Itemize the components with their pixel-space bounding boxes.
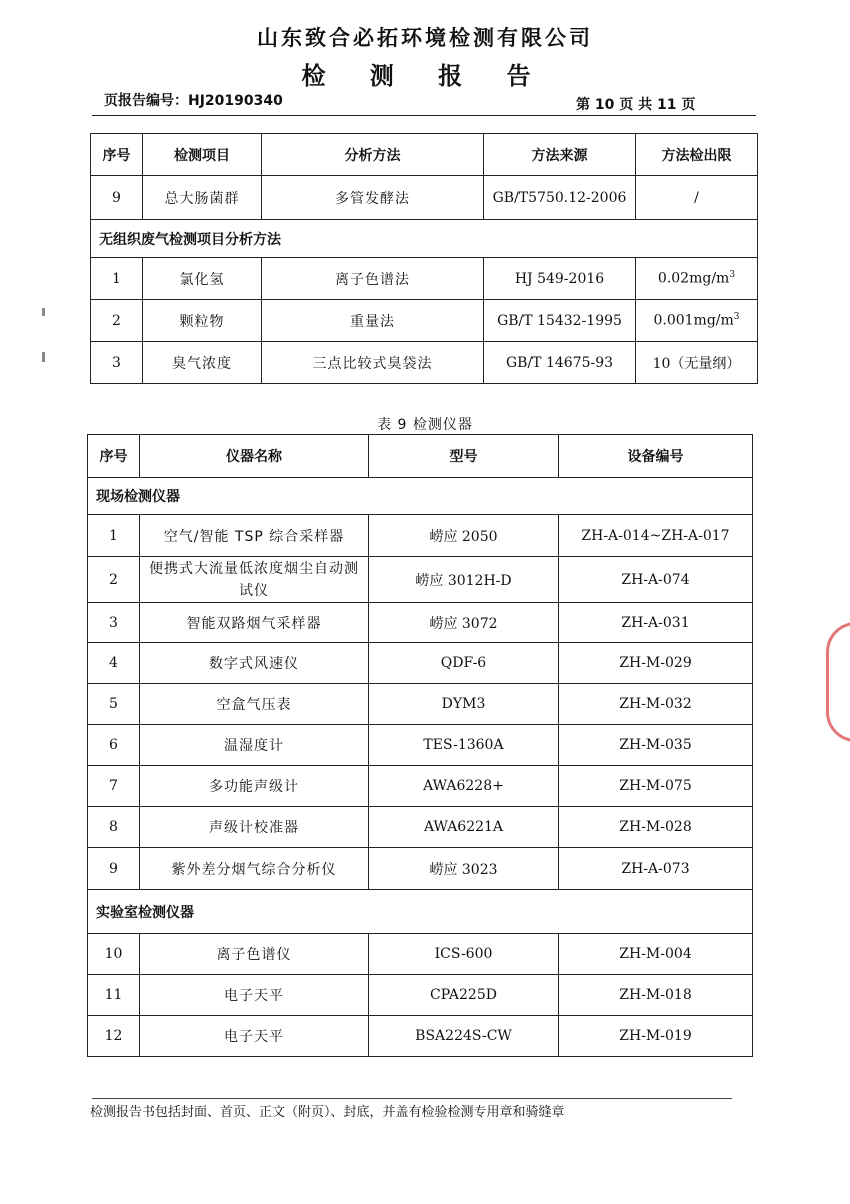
- cell-limit: [636, 300, 758, 342]
- cell-method: 重量法: [262, 300, 484, 342]
- page-indicator: 第 10 页 共 11 页: [576, 97, 696, 113]
- col-header-device-id: 设备编号: [559, 435, 753, 478]
- cell-no: 1: [91, 258, 143, 300]
- cell-no: 10: [88, 934, 140, 975]
- cell-name: 空气/智能 TSP 综合采样器: [140, 515, 369, 557]
- cell-no: 4: [88, 643, 140, 684]
- cell-device-id: ZH-M-075: [559, 766, 753, 807]
- cell-model: 崂应 3012H-D: [369, 557, 559, 603]
- cell-model: ICS-600: [369, 934, 559, 975]
- col-header-source: 方法来源: [484, 134, 636, 176]
- table-row: [91, 258, 758, 300]
- col-header-item: 检测项目: [143, 134, 262, 176]
- cell-model: 崂应 2050: [369, 515, 559, 557]
- cell-name: 多功能声级计: [140, 766, 369, 807]
- cell-no: 3: [91, 342, 143, 384]
- cell-method: 离子色谱法: [262, 258, 484, 300]
- col-header-no: 序号: [91, 134, 143, 176]
- col-header-method: 分析方法: [262, 134, 484, 176]
- cell-source: GB/T 14675-93: [484, 342, 636, 384]
- cell-no: 8: [88, 807, 140, 848]
- cell-item: 总大肠菌群: [143, 176, 262, 220]
- cell-device-id: ZH-M-004: [559, 934, 753, 975]
- cell-model: AWA6228+: [369, 766, 559, 807]
- limit-value: 0.001mg/m: [653, 312, 734, 329]
- section-row: [88, 478, 753, 515]
- limit-value: 0.02mg/m: [657, 270, 730, 287]
- table-row: [88, 934, 753, 975]
- header-rule: [92, 115, 756, 116]
- table-row: [88, 643, 753, 684]
- col-header-model: 型号: [369, 435, 559, 478]
- table-caption: 表 9 检测仪器: [377, 417, 473, 433]
- table-row: [91, 342, 758, 384]
- cell-limit: /: [636, 176, 758, 220]
- table-row: [88, 725, 753, 766]
- cell-device-id: ZH-M-029: [559, 643, 753, 684]
- col-header-limit: 方法检出限: [636, 134, 758, 176]
- cell-name: 温湿度计: [140, 725, 369, 766]
- cell-no: 12: [88, 1016, 140, 1057]
- table-row: [88, 684, 753, 725]
- cell-source: GB/T5750.12-2006: [484, 176, 636, 220]
- cell-device-id: ZH-A-031: [559, 603, 753, 643]
- section-title: 现场检测仪器: [88, 478, 753, 515]
- company-name: 山东致合必拓环境检测有限公司: [257, 26, 593, 50]
- cell-model: AWA6221A: [369, 807, 559, 848]
- cell-no: 3: [88, 603, 140, 643]
- report-title: 检 测 报 告: [301, 62, 549, 90]
- cell-device-id: ZH-M-035: [559, 725, 753, 766]
- cell-method: 三点比较式臭袋法: [262, 342, 484, 384]
- col-header-no: 序号: [88, 435, 140, 478]
- table-header-row: [88, 435, 753, 478]
- cell-model: TES-1360A: [369, 725, 559, 766]
- cell-name: 便携式大流量低浓度烟尘自动测试仪: [140, 557, 369, 603]
- cell-device-id: ZH-M-032: [559, 684, 753, 725]
- cell-model: DYM3: [369, 684, 559, 725]
- cell-limit: [636, 258, 758, 300]
- cell-device-id: ZH-A-074: [559, 557, 753, 603]
- cell-name: 紫外差分烟气综合分析仪: [140, 848, 369, 890]
- cell-model: QDF-6: [369, 643, 559, 684]
- cell-no: 2: [88, 557, 140, 603]
- cell-name: 电子天平: [140, 975, 369, 1016]
- cell-item: 氯化氢: [143, 258, 262, 300]
- footer-rule: [92, 1098, 732, 1099]
- table-row: [88, 603, 753, 643]
- table-row: [91, 300, 758, 342]
- cell-item: 臭气浓度: [143, 342, 262, 384]
- analysis-method-table: [90, 133, 758, 384]
- table-row: [88, 848, 753, 890]
- limit-superscript: 3: [733, 312, 740, 323]
- table-row: [88, 807, 753, 848]
- instrument-table: [87, 434, 753, 1057]
- cell-name: 声级计校准器: [140, 807, 369, 848]
- cell-device-id: ZH-M-018: [559, 975, 753, 1016]
- cell-source: HJ 549-2016: [484, 258, 636, 300]
- table-row: [88, 766, 753, 807]
- cell-source: GB/T 15432-1995: [484, 300, 636, 342]
- cell-name: 智能双路烟气采样器: [140, 603, 369, 643]
- report-number: 页报告编号：HJ20190340: [104, 93, 283, 109]
- cell-model: 崂应 3023: [369, 848, 559, 890]
- cell-device-id: ZH-M-019: [559, 1016, 753, 1057]
- section-title: 实验室检测仪器: [88, 890, 753, 934]
- limit-superscript: 3: [729, 270, 736, 281]
- cell-name: 数字式风速仪: [140, 643, 369, 684]
- scan-mark: [42, 308, 45, 316]
- table-header-row: [91, 134, 758, 176]
- scan-mark: [42, 352, 45, 362]
- cell-method: 多管发酵法: [262, 176, 484, 220]
- cell-model: CPA225D: [369, 975, 559, 1016]
- cell-name: 空盒气压表: [140, 684, 369, 725]
- cell-no: 9: [88, 848, 140, 890]
- cell-model: BSA224S-CW: [369, 1016, 559, 1057]
- cell-no: 11: [88, 975, 140, 1016]
- cell-no: 9: [91, 176, 143, 220]
- cell-item: 颗粒物: [143, 300, 262, 342]
- col-header-name: 仪器名称: [140, 435, 369, 478]
- table-row: [91, 176, 758, 220]
- cell-name: 离子色谱仪: [140, 934, 369, 975]
- footer-note: 检测报告书包括封面、首页、正文（附页）、封底，并盖有检验检测专用章和骑缝章: [90, 1105, 565, 1120]
- table-row: [88, 975, 753, 1016]
- cell-device-id: ZH-A-014~ZH-A-017: [559, 515, 753, 557]
- table-row: [88, 557, 753, 603]
- cell-no: 7: [88, 766, 140, 807]
- seal-stamp-edge: [826, 622, 850, 742]
- section-title: 无组织废气检测项目分析方法: [91, 220, 758, 258]
- cell-device-id: ZH-M-028: [559, 807, 753, 848]
- table-row: [88, 515, 753, 557]
- cell-limit: 10（无量纲）: [636, 342, 758, 384]
- cell-device-id: ZH-A-073: [559, 848, 753, 890]
- cell-no: 6: [88, 725, 140, 766]
- cell-no: 2: [91, 300, 143, 342]
- cell-no: 1: [88, 515, 140, 557]
- cell-model: 崂应 3072: [369, 603, 559, 643]
- cell-name: 电子天平: [140, 1016, 369, 1057]
- section-row: [88, 890, 753, 934]
- cell-no: 5: [88, 684, 140, 725]
- section-row: [91, 220, 758, 258]
- table-row: [88, 1016, 753, 1057]
